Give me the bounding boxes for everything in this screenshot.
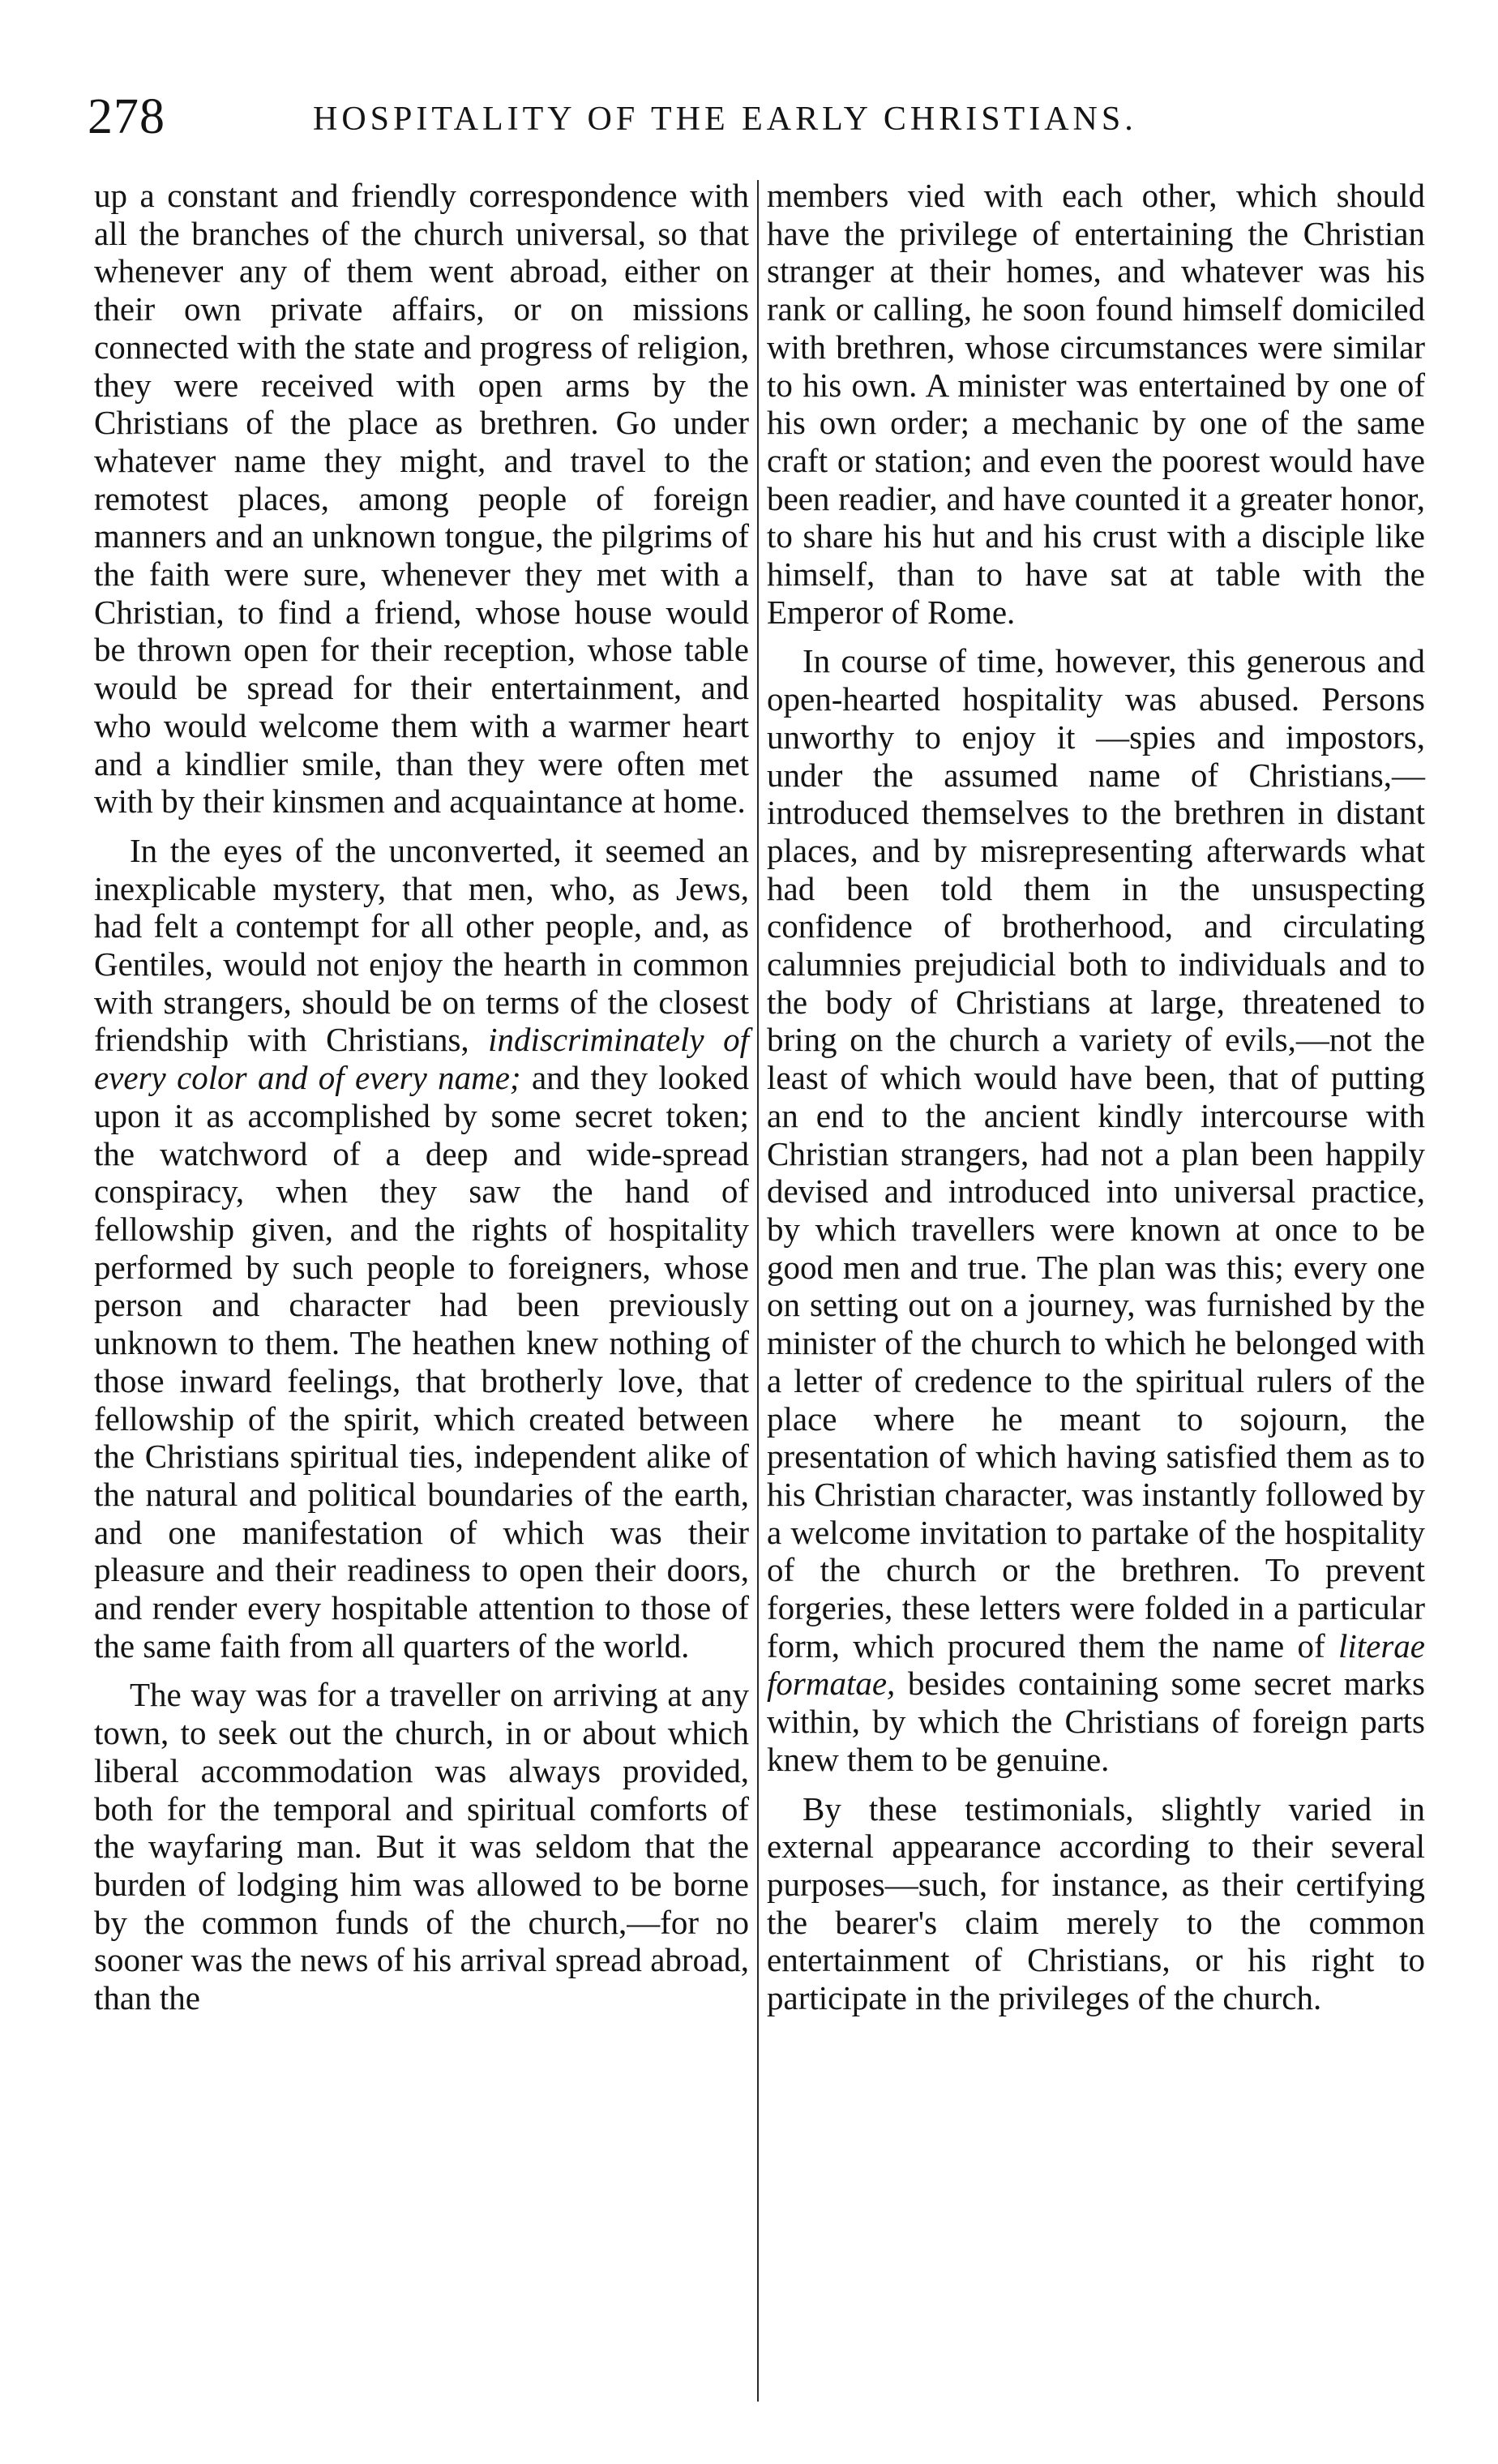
right-column <box>767 177 1425 2029</box>
left-paragraph-2 <box>94 832 749 1665</box>
left-paragraph-2-text-a: In the eyes of the unconverted, it seemed an inexplicable mystery, that men, who, as Jews, had felt a contempt for all other people, and, as Gentiles, would not enjoy the hearth in common with strangers, should be on terms of the closest friendship with Christians, <box>94 831 749 1059</box>
left-paragraph-1: up a constant and friendly correspondence with all the branches of the church universal, so that whenever any of them went abroad, either on their own private affairs, or on missions connected with the state and progress of religion, they were received with open arms by the Christians of the place as brethren. Go under whatever name they might, and travel to the remotest places, among people of foreign manners and an unknown tongue, the pilgrims of the faith were sure, whenever they met with a Christian, to find a friend, whose house would be thrown open for their reception, whose table would be spread for their entertainment, and who would welcome them with a warmer heart and a kindlier smile, than they were often met with by their kinsmen and acquaintance at home. <box>94 177 749 821</box>
left-paragraph-2-italic: indiscriminately of every color and of every name; <box>94 1021 749 1097</box>
right-paragraph-1: members vied with each other, which should have the privilege of entertaining the Christian stranger at their homes, and whatever was his rank or calling, he soon found himself domiciled with brethren, whose circumstances were similar to his own. A minister was entertained by one of his own order; a mechanic by one of the same craft or station; and even the poorest would have been readier, and have counted it a greater honor, to share his hut and his crust with a disciple like himself, than to have sat at table with the Emperor of Rome. <box>767 177 1425 631</box>
page-number: 278 <box>88 89 165 144</box>
right-paragraph-2 <box>767 642 1425 1778</box>
running-title: HOSPITALITY OF THE EARLY CHRISTIANS. <box>313 101 1137 138</box>
right-paragraph-2-text-b: besides containing some secret marks within, by which the Christians of foreign parts knew them to be genuine. <box>767 1665 1426 1778</box>
running-head <box>88 84 1417 149</box>
column-divider <box>757 180 759 2402</box>
left-paragraph-2-text-b: and they looked upon it as accomplished by some secret token; the watchword of a deep and wide-spread conspiracy, when they saw the hand of fellowship given, and the rights of hospitality performed by such people to foreigners, whose person and character had been previously unknown to them. The heathen knew nothing of those inward feelings, that brotherly love, that fellowship of the spirit, which created between the Christians spiritual ties, independent alike of the natural and political boundaries of the earth, and one manifestation of which was their pleasure and their readiness to open their doors, and render every hospitable attention to those of the same faith from all quarters of the world. <box>94 1059 749 1665</box>
right-paragraph-3: By these testimonials, slightly varied in external appearance according to their several purposes—such, for instance, as their certifying the bearer's claim merely to the common entertainment of Christians, or his right to participate in the privileges of the church. <box>767 1789 1425 2017</box>
left-column <box>94 177 749 2029</box>
right-paragraph-2-text-a: In course of time, however, this generous and open-hearted hospitality was abused. Persons unworthy to enjoy it —spies and impostors, under the assumed name of Christians,—introduced themselves to the brethren in distant places, and by misrepresenting afterwards what had been told them in the unsuspecting confidence of brotherhood, and circulating calumnies prejudicial both to individuals and to the body of Christians at large, threatened to bring on the church a variety of evils,—not the least of which would have been, that of putting an end to the ancient kindly intercourse with Christian strangers, had not a plan been happily devised and introduced into universal practice, by which travellers were known at once to be good men and true. The plan was this; every one on setting out on a journey, was furnished by the minister of the church to which he belonged with a letter of credence to the spiritual rulers of the place where he meant to sojourn, the presentation of which having satisfied them as to his Christian character, was instantly followed by a welcome invitation to partake of the hospitality of the church or the brethren. To prevent forgeries, these letters were folded in a particular form, which procured them the name of <box>767 642 1425 1665</box>
right-paragraph-2-italic: literae formatae, <box>767 1626 1426 1703</box>
left-paragraph-3: The way was for a traveller on arriving at any town, to seek out the church, in or about which liberal accommodation was always provided, both for the temporal and spiritual comforts of the wayfaring man. But it was seldom that the burden of lodging him was allowed to be borne by the common funds of the church,—for no sooner was the news of his arrival spread abroad, than the <box>94 1676 749 2017</box>
